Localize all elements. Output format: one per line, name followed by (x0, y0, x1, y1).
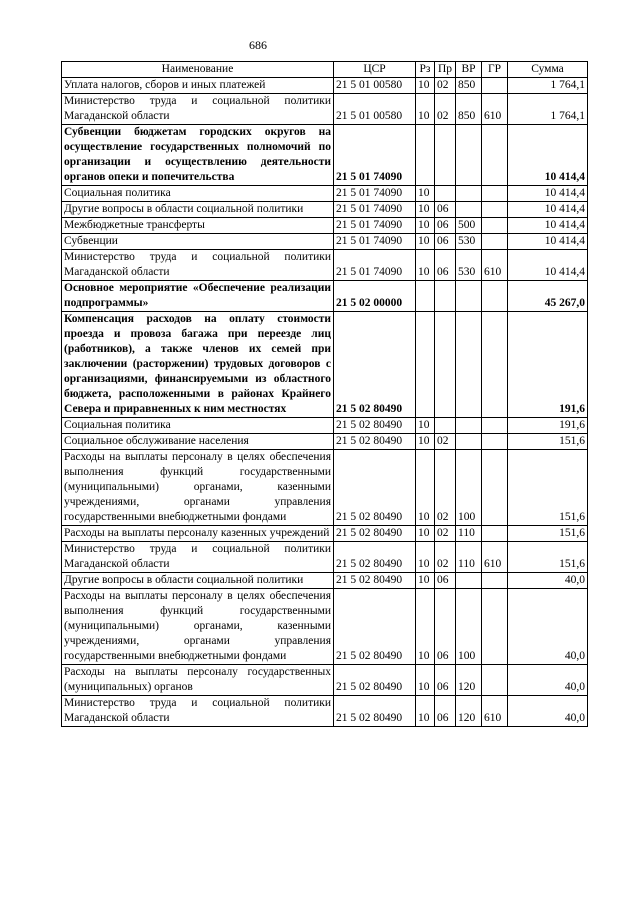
row-gr (482, 125, 508, 186)
row-pr (435, 281, 456, 312)
row-pr: 02 (435, 450, 456, 526)
row-pr: 06 (435, 573, 456, 589)
table-row (62, 665, 588, 696)
row-sum: 10 414,4 (508, 218, 588, 234)
col-header-csr: ЦСР (334, 62, 416, 78)
row-gr (482, 234, 508, 250)
col-header-vr: ВР (456, 62, 482, 78)
row-pr (435, 312, 456, 418)
row-name: Другие вопросы в области социальной политики (62, 573, 334, 589)
row-name: Расходы на выплаты персоналу в целях обеспечения выполнения функций государственными (муниципальными) органами, казенными учреждениями, органами управления государственными внебюджетными фондами (62, 589, 334, 665)
row-csr: 21 5 02 80490 (334, 542, 416, 573)
row-pr: 06 (435, 589, 456, 665)
row-sum: 40,0 (508, 696, 588, 727)
row-csr: 21 5 02 80490 (334, 589, 416, 665)
row-sum: 10 414,4 (508, 250, 588, 281)
table-row (62, 186, 588, 202)
table-row (62, 312, 588, 418)
row-vr: 850 (456, 78, 482, 94)
table-row (62, 202, 588, 218)
row-vr: 110 (456, 526, 482, 542)
row-rz (416, 125, 435, 186)
row-vr: 110 (456, 542, 482, 573)
row-csr: 21 5 02 80490 (334, 450, 416, 526)
row-gr (482, 434, 508, 450)
row-name: Социальная политика (62, 418, 334, 434)
row-gr (482, 78, 508, 94)
table-row (62, 250, 588, 281)
row-vr: 530 (456, 250, 482, 281)
row-rz: 10 (416, 434, 435, 450)
row-sum: 151,6 (508, 434, 588, 450)
row-rz: 10 (416, 94, 435, 125)
row-csr: 21 5 02 80490 (334, 696, 416, 727)
row-sum: 40,0 (508, 665, 588, 696)
row-pr (435, 418, 456, 434)
row-vr (456, 434, 482, 450)
row-csr: 21 5 01 00580 (334, 78, 416, 94)
row-name: Министерство труда и социальной политики Магаданской области (62, 696, 334, 727)
row-csr: 21 5 02 80490 (334, 418, 416, 434)
row-rz: 10 (416, 250, 435, 281)
row-csr: 21 5 01 00580 (334, 94, 416, 125)
row-sum: 151,6 (508, 450, 588, 526)
row-sum: 10 414,4 (508, 234, 588, 250)
row-csr: 21 5 02 80490 (334, 312, 416, 418)
table-row (62, 125, 588, 186)
page-number: 686 (249, 38, 267, 52)
row-gr (482, 218, 508, 234)
table-row (62, 573, 588, 589)
row-pr: 02 (435, 94, 456, 125)
row-sum: 10 414,4 (508, 125, 588, 186)
row-vr (456, 125, 482, 186)
row-name: Расходы на выплаты персоналу в целях обеспечения выполнения функций государственными (муниципальными) органами, казенными учреждениями, органами управления государственными внебюджетными фондами (62, 450, 334, 526)
row-sum: 1 764,1 (508, 78, 588, 94)
row-name: Уплата налогов, сборов и иных платежей (62, 78, 334, 94)
row-rz: 10 (416, 589, 435, 665)
col-header-name: Наименование (62, 62, 334, 78)
row-gr: 610 (482, 94, 508, 125)
row-pr (435, 125, 456, 186)
table-row (62, 434, 588, 450)
col-header-gr: ГР (482, 62, 508, 78)
row-sum: 191,6 (508, 418, 588, 434)
row-vr (456, 312, 482, 418)
row-gr (482, 312, 508, 418)
row-name: Другие вопросы в области социальной политики (62, 202, 334, 218)
row-vr: 530 (456, 234, 482, 250)
row-csr: 21 5 02 80490 (334, 526, 416, 542)
row-vr (456, 418, 482, 434)
row-vr: 120 (456, 696, 482, 727)
row-pr: 06 (435, 665, 456, 696)
row-vr (456, 281, 482, 312)
row-name: Основное мероприятие «Обеспечение реализации подпрограммы» (62, 281, 334, 312)
row-gr (482, 281, 508, 312)
col-header-pr: Пр (435, 62, 456, 78)
row-csr: 21 5 02 80490 (334, 665, 416, 696)
row-sum: 151,6 (508, 526, 588, 542)
row-name: Субвенции (62, 234, 334, 250)
row-sum: 151,6 (508, 542, 588, 573)
row-gr: 610 (482, 542, 508, 573)
row-csr: 21 5 02 00000 (334, 281, 416, 312)
row-rz: 10 (416, 696, 435, 727)
row-sum: 40,0 (508, 573, 588, 589)
row-gr (482, 202, 508, 218)
row-gr (482, 665, 508, 696)
row-vr (456, 202, 482, 218)
row-gr: 610 (482, 696, 508, 727)
row-gr (482, 450, 508, 526)
row-rz: 10 (416, 78, 435, 94)
row-csr: 21 5 01 74090 (334, 202, 416, 218)
row-sum: 40,0 (508, 589, 588, 665)
table-row (62, 234, 588, 250)
row-rz: 10 (416, 202, 435, 218)
row-vr: 120 (456, 665, 482, 696)
table-row (62, 589, 588, 665)
row-name: Министерство труда и социальной политики Магаданской области (62, 542, 334, 573)
row-rz: 10 (416, 234, 435, 250)
row-pr: 06 (435, 696, 456, 727)
row-rz: 10 (416, 218, 435, 234)
col-header-rz: Рз (416, 62, 435, 78)
col-header-sum: Сумма (508, 62, 588, 78)
row-csr: 21 5 01 74090 (334, 234, 416, 250)
row-rz (416, 312, 435, 418)
table-row (62, 94, 588, 125)
row-rz: 10 (416, 186, 435, 202)
row-sum: 191,6 (508, 312, 588, 418)
row-vr (456, 186, 482, 202)
row-name: Расходы на выплаты персоналу государственных (муниципальных) органов (62, 665, 334, 696)
row-sum: 45 267,0 (508, 281, 588, 312)
row-sum: 10 414,4 (508, 202, 588, 218)
row-csr: 21 5 01 74090 (334, 186, 416, 202)
row-gr (482, 186, 508, 202)
row-pr: 02 (435, 78, 456, 94)
row-gr: 610 (482, 250, 508, 281)
row-rz: 10 (416, 665, 435, 696)
row-rz: 10 (416, 418, 435, 434)
row-rz: 10 (416, 542, 435, 573)
row-vr: 850 (456, 94, 482, 125)
row-csr: 21 5 02 80490 (334, 573, 416, 589)
row-sum: 1 764,1 (508, 94, 588, 125)
row-name: Министерство труда и социальной политики Магаданской области (62, 250, 334, 281)
row-pr: 06 (435, 202, 456, 218)
row-name: Расходы на выплаты персоналу казенных учреждений (62, 526, 334, 542)
row-vr (456, 573, 482, 589)
row-vr: 500 (456, 218, 482, 234)
row-vr: 100 (456, 450, 482, 526)
row-gr (482, 418, 508, 434)
row-name: Социальное обслуживание населения (62, 434, 334, 450)
row-name: Субвенции бюджетам городских округов на осуществление государственных полномочий по организации и осуществлению деятельности органов опеки и попечительства (62, 125, 334, 186)
row-gr (482, 573, 508, 589)
row-pr: 02 (435, 542, 456, 573)
row-rz: 10 (416, 450, 435, 526)
row-name: Межбюджетные трансферты (62, 218, 334, 234)
row-rz: 10 (416, 573, 435, 589)
row-name: Министерство труда и социальной политики Магаданской области (62, 94, 334, 125)
table-row (62, 542, 588, 573)
row-csr: 21 5 01 74090 (334, 218, 416, 234)
row-pr: 06 (435, 250, 456, 281)
table-header-row (62, 62, 588, 78)
table-row (62, 418, 588, 434)
table-row (62, 450, 588, 526)
row-rz: 10 (416, 526, 435, 542)
table-row (62, 281, 588, 312)
row-pr: 02 (435, 434, 456, 450)
budget-table (61, 61, 588, 727)
table-row (62, 696, 588, 727)
row-csr: 21 5 01 74090 (334, 250, 416, 281)
table-row (62, 218, 588, 234)
row-csr: 21 5 02 80490 (334, 434, 416, 450)
row-gr (482, 526, 508, 542)
row-pr: 06 (435, 234, 456, 250)
table-row (62, 78, 588, 94)
row-vr: 100 (456, 589, 482, 665)
row-gr (482, 589, 508, 665)
row-sum: 10 414,4 (508, 186, 588, 202)
row-pr: 06 (435, 218, 456, 234)
row-rz (416, 281, 435, 312)
row-pr (435, 186, 456, 202)
table-row (62, 526, 588, 542)
row-name: Социальная политика (62, 186, 334, 202)
row-pr: 02 (435, 526, 456, 542)
row-name: Компенсация расходов на оплату стоимости проезда и провоза багажа при переезде лиц (работников), а также членов их семей при заключении (расторжении) трудовых договоров с организациями, финансируемыми из областного бюджета, расположенными в районах Крайнего Севера и приравненных к ним местностях (62, 312, 334, 418)
row-csr: 21 5 01 74090 (334, 125, 416, 186)
